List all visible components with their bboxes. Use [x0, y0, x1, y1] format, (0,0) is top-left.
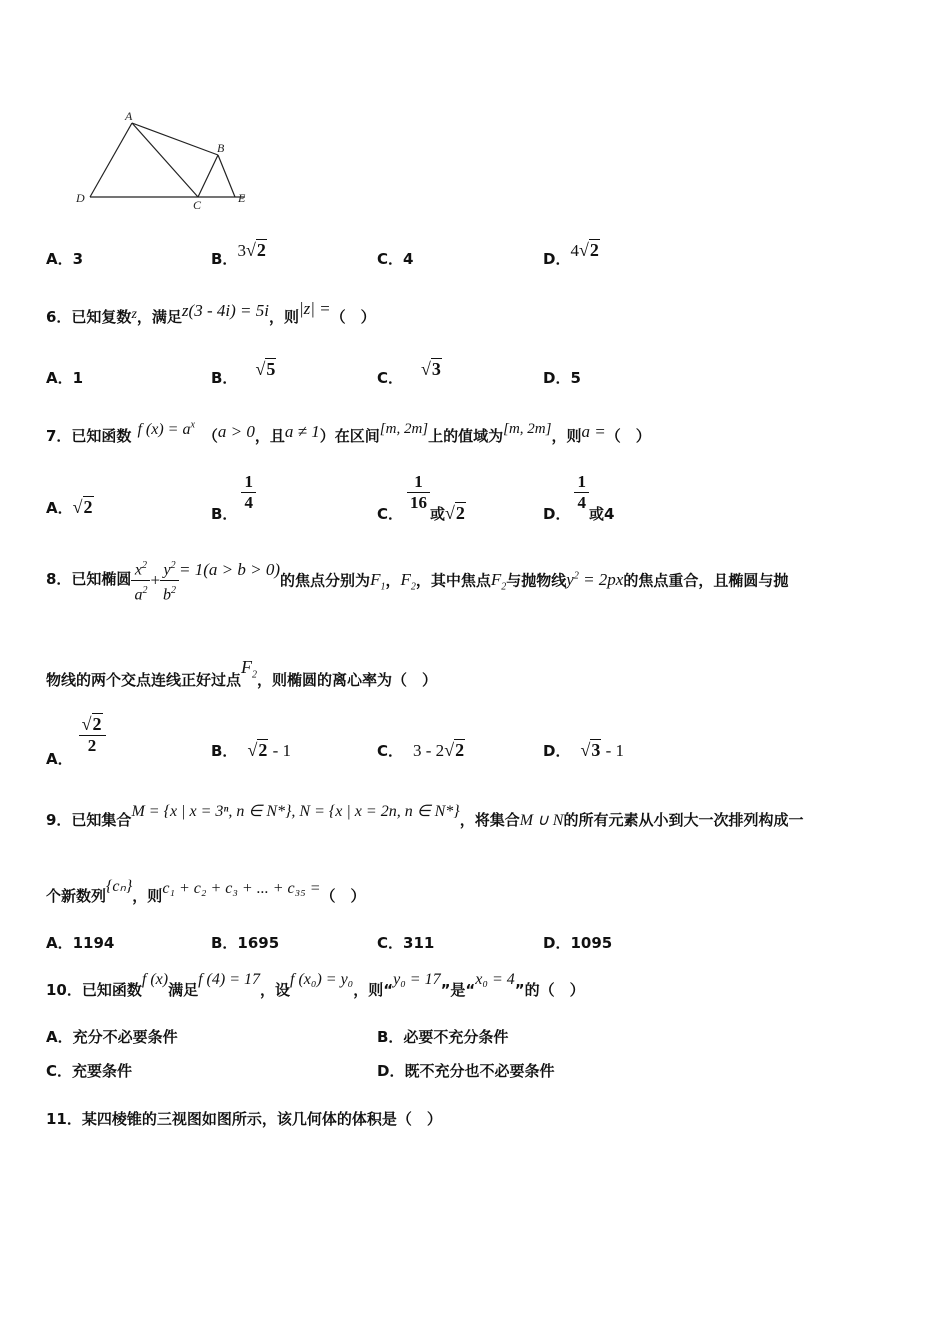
q8-stem-line1: 8．已知椭圆 $\frac{x^2}{a^2}$ + $\frac{y^2}{b^2}$ = 1(a > b > 0)的焦点分别为$F_1$，$F_2$，其中焦点$F_2$与抛物线$y^2 = 2px$的焦点重合，且椭圆与抛: [46, 556, 788, 606]
q7-option-d: [543, 472, 615, 523]
q8-t5: 的焦点重合，且椭圆与抛: [623, 571, 789, 590]
q6-t3: ，则: [268, 308, 299, 326]
q5-option-c: C．4: [377, 250, 414, 268]
q8-d-rad: 3: [591, 740, 601, 760]
q8-t1: 8．已知椭圆: [46, 570, 132, 589]
q8-num1: x: [134, 561, 142, 579]
q8-option-d: D． √3 - 1: [543, 740, 625, 760]
q8-f3: F: [490, 570, 502, 590]
q7-b-den: 4: [244, 493, 253, 512]
q7-exp: x: [190, 419, 195, 431]
q6-c-label: C．: [377, 369, 404, 387]
q9-union: M ∪ N: [519, 812, 564, 829]
q10-f4: f (4) = 17: [198, 971, 260, 988]
q7-stem: [46, 419, 651, 446]
q8-t6: ，则椭圆的离心率为（ ）: [257, 671, 438, 689]
q11-stem: 11．某四棱锥的三视图如图所示，该几何体的体积是（ ）: [46, 1110, 442, 1128]
point-c-label: C: [193, 198, 202, 212]
q8-b-rad: 2: [258, 740, 268, 760]
q9-stem-line2: [46, 875, 366, 905]
q5-option-d: D．4√2: [543, 240, 599, 268]
q8-num2: y: [163, 561, 171, 579]
q6-stem: [46, 299, 376, 327]
q10-t3: ，设: [260, 981, 291, 999]
q7-d-num: 1: [574, 472, 589, 493]
q9-t5: （ ）: [320, 887, 366, 905]
q9-sets: M = {x | x = 3ⁿ, n ∈ N*}, N = {x | x = 2n, n ∈ N*}: [131, 803, 460, 820]
q7-d-or: 或4: [588, 505, 615, 523]
q8-eq: = 1(a > b > 0): [179, 560, 281, 580]
q8-f3-sub: 2: [501, 581, 507, 593]
q6-equation: z(3 - 4i) = 5i: [181, 301, 269, 320]
q7-t5: 上的值域为: [428, 427, 504, 445]
q8-stem-line2: [46, 657, 438, 689]
q9-sum: c₁ + c₂ + c₃ + ... + c₃₅ =: [162, 880, 321, 897]
q7-option-a: A．√2: [46, 497, 93, 517]
q9-t3: 的所有元素从小到大一次排列构成一: [563, 811, 804, 829]
q10-fx: f (x): [141, 971, 169, 988]
q9-option-d: D．1095: [543, 934, 613, 952]
q9-stem-line1: [46, 800, 804, 829]
q5-d-val: 4: [570, 241, 579, 260]
q5-b-val: 3: [237, 241, 246, 260]
q7-ask: a =: [581, 422, 606, 441]
q10-x0: x₀ = 4: [475, 971, 515, 988]
q6-var-z: z: [131, 307, 137, 322]
q6-option-d: D．5: [543, 369, 581, 387]
point-e-label: E: [238, 191, 246, 205]
q6-abs: |z| =: [298, 299, 331, 318]
q10-option-a: A．充分不必要条件: [46, 1028, 178, 1046]
q8-c-head: 3 - 2: [413, 741, 445, 760]
q10-option-b: B．必要不充分条件: [377, 1028, 509, 1046]
q8-option-c: C． 3 - 2√2: [377, 740, 465, 760]
q7-interval2: [m, 2m]: [503, 421, 552, 437]
point-a-label: A: [125, 109, 133, 123]
q6-option-b: B． √5: [211, 359, 276, 387]
q8-d-label: D．: [543, 742, 571, 760]
q7-a-label: A．: [46, 499, 73, 517]
q8-c-rad: 2: [455, 740, 465, 760]
q8-option-a: A． $\frac{√2}{2}$: [46, 714, 106, 756]
q5-d-label: D．: [543, 250, 571, 268]
q10-y0: y₀ = 17: [393, 971, 441, 988]
q10-fx0: f (x₀) = y₀: [290, 971, 354, 988]
q5-b-rad: 2: [256, 240, 266, 260]
q8-b-tail: - 1: [268, 741, 291, 760]
q8-para-y: y: [566, 570, 574, 590]
q8-den1: a: [134, 586, 143, 604]
q8-f4-sub: 2: [252, 669, 258, 681]
triangle-figure: [70, 105, 260, 215]
q10-option-d: D．既不充分也不必要条件: [377, 1062, 555, 1080]
q8-plus: +: [150, 570, 161, 590]
q7-interval1: [m, 2m]: [379, 421, 429, 437]
q8-comma: ，: [385, 571, 401, 590]
q9-t1: 9．已知集合: [46, 811, 132, 829]
q7-b-num: 1: [241, 472, 256, 493]
q10-t6: ”的（ ）: [514, 981, 585, 999]
q7-d-label: D．: [543, 505, 571, 523]
q8-den2: b: [163, 586, 172, 604]
q6-t1: 6．已知复数: [46, 308, 132, 326]
q7-c-rad: 2: [455, 503, 465, 523]
q7-t6: ，则: [551, 427, 582, 445]
q8-t2: 的焦点分别为: [280, 571, 371, 590]
q10-option-c: C．充要条件: [46, 1062, 133, 1080]
q8-b-label: B．: [211, 742, 238, 760]
q7-b-label: B．: [211, 505, 238, 523]
q7-function: f (x) = a: [137, 421, 191, 438]
q7-t2: （: [202, 427, 218, 445]
q6-b-label: B．: [211, 369, 238, 387]
q6-option-c: C． √3: [377, 359, 441, 387]
q6-t2: ，满足: [136, 308, 182, 326]
q8-a-rad: 2: [92, 714, 102, 734]
q10-t2: 满足: [168, 981, 199, 999]
q8-t4: 与抛物线: [506, 571, 567, 590]
q8-f2: F: [400, 570, 411, 590]
q7-a-rad: 2: [83, 497, 93, 517]
q7-t7: （ ）: [605, 427, 651, 445]
q8-a-label: A．: [46, 749, 73, 768]
q10-t4: ，则“: [353, 981, 394, 999]
q8-c-label: C．: [377, 742, 404, 760]
q7-t1: 7．已知函数: [46, 427, 132, 445]
q5-option-a: A．3: [46, 250, 84, 268]
q10-stem: [46, 968, 585, 999]
q8-f1-sub: 1: [380, 581, 386, 593]
q9-option-b: B．1695: [211, 934, 280, 952]
q8-d-tail: - 1: [601, 741, 625, 760]
q8-f1: F: [370, 570, 381, 590]
point-b-label: B: [217, 141, 225, 155]
q9-seq: {cₙ}: [106, 878, 133, 895]
q7-cond2: a ≠ 1: [284, 422, 320, 441]
q10-t5: ”是“: [440, 981, 476, 999]
q7-c-num: 1: [407, 472, 430, 493]
q8-para-rest: = 2px: [578, 570, 624, 590]
q7-option-b: [211, 472, 256, 523]
q7-t4: ）在区间: [319, 427, 380, 445]
q6-b-rad: 5: [266, 359, 276, 379]
q8-a-den: 2: [87, 736, 97, 755]
q5-d-rad: 2: [589, 240, 599, 260]
q8-f4: F: [241, 657, 253, 677]
q7-t3: ，且: [254, 427, 285, 445]
q9-t2: ，将集合: [459, 811, 520, 829]
q6-option-a: A．1: [46, 369, 84, 387]
q7-c-label: C．: [377, 505, 404, 523]
q7-c-or: 或: [430, 505, 446, 523]
q10-t1: 10．已知函数: [46, 981, 142, 999]
q7-c-den: 16: [410, 493, 428, 512]
q9-option-a: A．1194: [46, 934, 115, 952]
q7-cond1: a > 0: [217, 422, 255, 441]
q5-b-label: B．: [211, 250, 238, 268]
q8-f2-sub: 2: [410, 581, 416, 593]
q8-line2: 物线的两个交点连线正好过点: [46, 671, 242, 689]
q6-c-rad: 3: [431, 359, 441, 379]
q9-line2: 个新数列: [46, 887, 107, 905]
q5-option-b: B．3√2: [211, 240, 266, 268]
q8-t3: ，其中焦点: [415, 571, 491, 590]
q9-option-c: C．311: [377, 934, 435, 952]
q9-t4: ，则: [132, 887, 163, 905]
q7-d-den: 4: [577, 493, 586, 512]
point-d-label: D: [76, 191, 85, 205]
q6-t4: （ ）: [330, 308, 376, 326]
q7-option-c: C． $\frac{1}{16}$ 或√2: [377, 472, 465, 523]
q8-option-b: B． √2 - 1: [211, 740, 291, 760]
